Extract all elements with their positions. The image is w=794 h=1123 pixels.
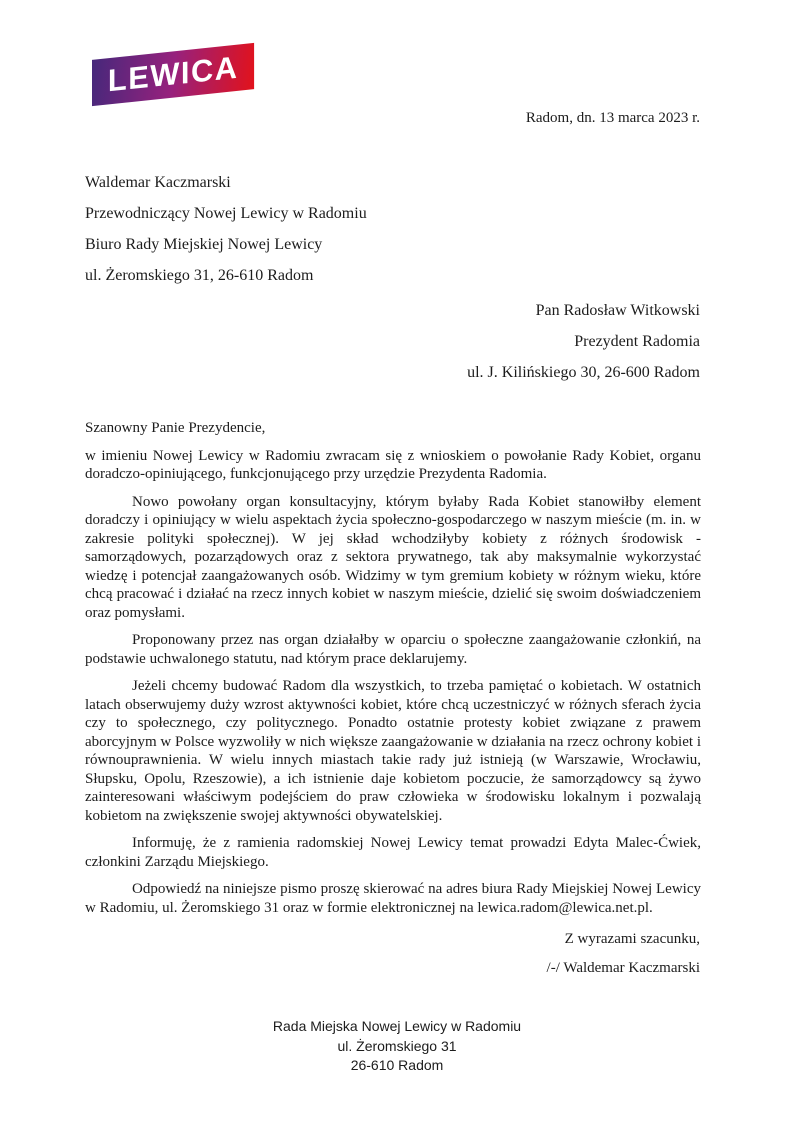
recipient-title: Prezydent Radomia [574, 333, 700, 350]
recipient-name: Pan Radosław Witkowski [535, 302, 700, 319]
sender-title: Przewodniczący Nowej Lewicy w Radomiu [85, 205, 367, 222]
letter-paragraph: Jeżeli chcemy budować Radom dla wszystkich, to trzeba pamiętać o kobietach. W ostatnich latach obserwujemy duży wzrost aktywności kobiet, które chcą uczestniczyć w różnych sferach życia czy to społecznego, czy politycznego. Ponadto ostatnie protesty kobiet związane z prawem aborcyjnym w Polsce wyzwoliły w nich większe zaangażowanie w działania na rzecz ochrony kobiet i równouprawnienia. W wielu innych miastach takie rady już istnieją (w Warszawie, Wrocławiu, Słupsku, Opolu, Rzeszowie), a ich istnienie daje kobietom poczucie, że samorządowcy są żywo zainteresowani właściwym podejściem do praw człowieka w środowisku lokalnym i pozwalają kobietom na zwiększenie swojej aktywności obywatelskiej. [85, 678, 701, 824]
dateline: Radom, dn. 13 marca 2023 r. [525, 110, 700, 126]
sender-office: Biuro Rady Miejskiej Nowej Lewicy [85, 236, 323, 253]
sender-name: Waldemar Kaczmarski [85, 174, 231, 191]
letter-paragraph: Informuję, że z ramienia radomskiej Nowej Lewicy temat prowadzi Edyta Malec-Ćwiek, członkini Zarządu Miejskiego. [85, 835, 701, 870]
lewica-logo [92, 43, 254, 106]
letter-paragraph: Odpowiedź na niniejsze pismo proszę skierować na adres biura Rady Miejskiej Nowej Lewicy w Radomiu, ul. Żeromskiego 31 oraz w formie elektronicznej na lewica.radom@lewica.net.pl. [85, 881, 701, 916]
valediction: Z wyrazami szacunku, [564, 931, 700, 947]
footer-line: ul. Żeromskiego 31 [337, 1037, 457, 1054]
signature: /-/ Waldemar Kaczmarski [546, 960, 700, 976]
salutation: Szanowny Panie Prezydencie, [85, 420, 266, 436]
closing-block [547, 925, 700, 983]
sender-address: ul. Żeromskiego 31, 26-610 Radom [85, 267, 314, 284]
letter-body [85, 419, 701, 926]
letter-paragraph: Nowo powołany organ konsultacyjny, którym byłaby Rada Kobiet stanowiłby element doradczy i opiniujący w wielu aspektach życia społeczno-gospodarczego w naszym mieście (m. in. w zakresie polityki społecznej). W jej skład wchodziłyby kobiety z różnych środowisk - samorządowych, pozarządowych oraz z sektora prywatnego, tak aby maksymalnie wykorzystać wiedzę i potencjał zaangażowanych osób. Widzimy w tym gremium kobiety w różnym wieku, które chcą pracować i działać na rzecz innych kobiet w naszym mieście, dzielić się swoim doświadczeniem oraz pomysłami. [85, 493, 701, 621]
footer-block [0, 1017, 794, 1076]
letter-paragraph: Proponowany przez nas organ działałby w oparciu o społeczne zaangażowanie członkiń, na podstawie uchwalonego statutu, nad którym prace deklarujemy. [85, 632, 701, 667]
sender-block [85, 167, 367, 291]
lewica-logo-text: LEWICA [107, 49, 239, 99]
footer-line: Rada Miejska Nowej Lewicy w Radomiu [272, 1018, 522, 1034]
recipient-address: ul. J. Kilińskiego 30, 26-600 Radom [467, 364, 700, 381]
recipient-block [467, 295, 700, 388]
letter-paragraph: w imieniu Nowej Lewicy w Radomiu zwracam się z wnioskiem o powołanie Rady Kobiet, organu doradczo-opiniującego, funkcjonującego przy urzędzie Prezydenta Radomia. [85, 447, 701, 482]
footer-line: 26-610 Radom [350, 1057, 444, 1073]
letterhead [92, 49, 255, 106]
